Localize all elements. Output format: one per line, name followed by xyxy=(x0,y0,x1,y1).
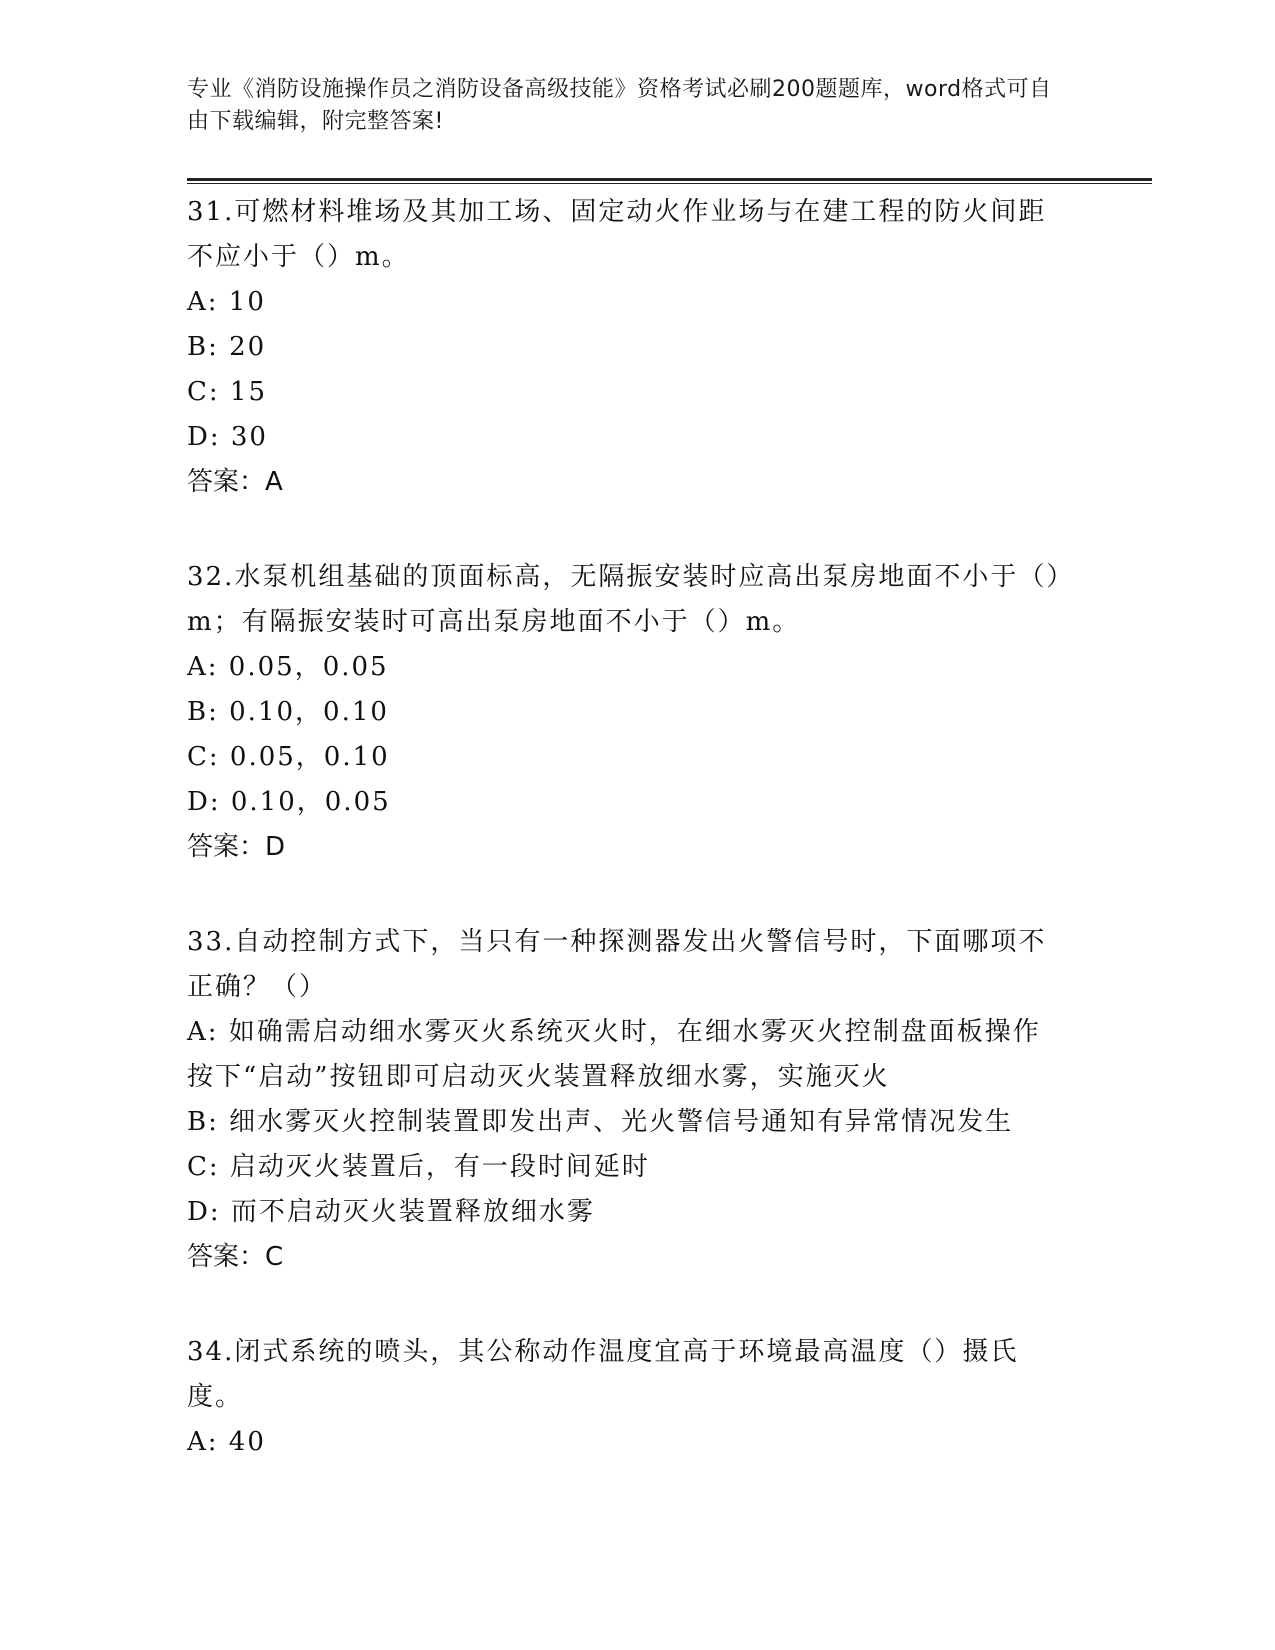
option-b: B: 0.10，0.10 xyxy=(187,697,389,727)
question-33 xyxy=(187,920,1067,1280)
option-b: B: 细水雾灭火控制装置即发出声、光火警信号通知有异常情况发生 xyxy=(187,1107,1014,1137)
question-32 xyxy=(187,555,1067,870)
question-stem: 33.自动控制方式下，当只有一种探测器发出火警信号时，下面哪项不正确？（） xyxy=(187,927,1047,1002)
option-d: D: 而不启动灭火装置释放细水雾 xyxy=(187,1197,595,1227)
question-stem: 34.闭式系统的喷头，其公称动作温度宜高于环境最高温度（）摄氏度。 xyxy=(187,1337,1019,1412)
option-c: C: 启动灭火装置后，有一段时间延时 xyxy=(187,1152,650,1182)
option-a: A: 40 xyxy=(187,1427,266,1457)
option-b: B: 20 xyxy=(187,332,267,362)
header-divider xyxy=(187,178,1152,181)
option-c: C: 0.05，0.10 xyxy=(187,742,390,772)
option-d: D: 30 xyxy=(187,422,268,452)
answer: 答案：A xyxy=(187,467,283,497)
question-stem: 32.水泵机组基础的顶面标高，无隔振安装时应高出泵房地面不小于（）m；有隔振安装时可高出泵房地面不小于（）m。 xyxy=(187,562,1062,637)
option-c: C: 15 xyxy=(187,377,268,407)
header-divider-thin xyxy=(187,183,1152,184)
option-a: A: 0.05，0.05 xyxy=(187,652,389,682)
question-34 xyxy=(187,1330,1067,1465)
option-a: A: 如确需启动细水雾灭火系统灭火时，在细水雾灭火控制盘面板操作按下“启动”按钮即可启动灭火装置释放细水雾，实施灭火 xyxy=(187,1017,1041,1092)
answer: 答案：C xyxy=(187,1242,284,1272)
document-header: 专业《消防设施操作员之消防设备高级技能》资格考试必刷200题题库，word格式可自由下载编辑，附完整答案! xyxy=(187,77,1052,134)
option-a: A: 10 xyxy=(187,287,266,317)
option-d: D: 0.10，0.05 xyxy=(187,787,391,817)
question-31 xyxy=(187,190,1067,505)
question-list xyxy=(187,190,1067,1515)
question-stem: 31.可燃材料堆场及其加工场、固定动火作业场与在建工程的防火间距不应小于（）m。 xyxy=(187,197,1047,272)
answer: 答案：D xyxy=(187,832,286,862)
